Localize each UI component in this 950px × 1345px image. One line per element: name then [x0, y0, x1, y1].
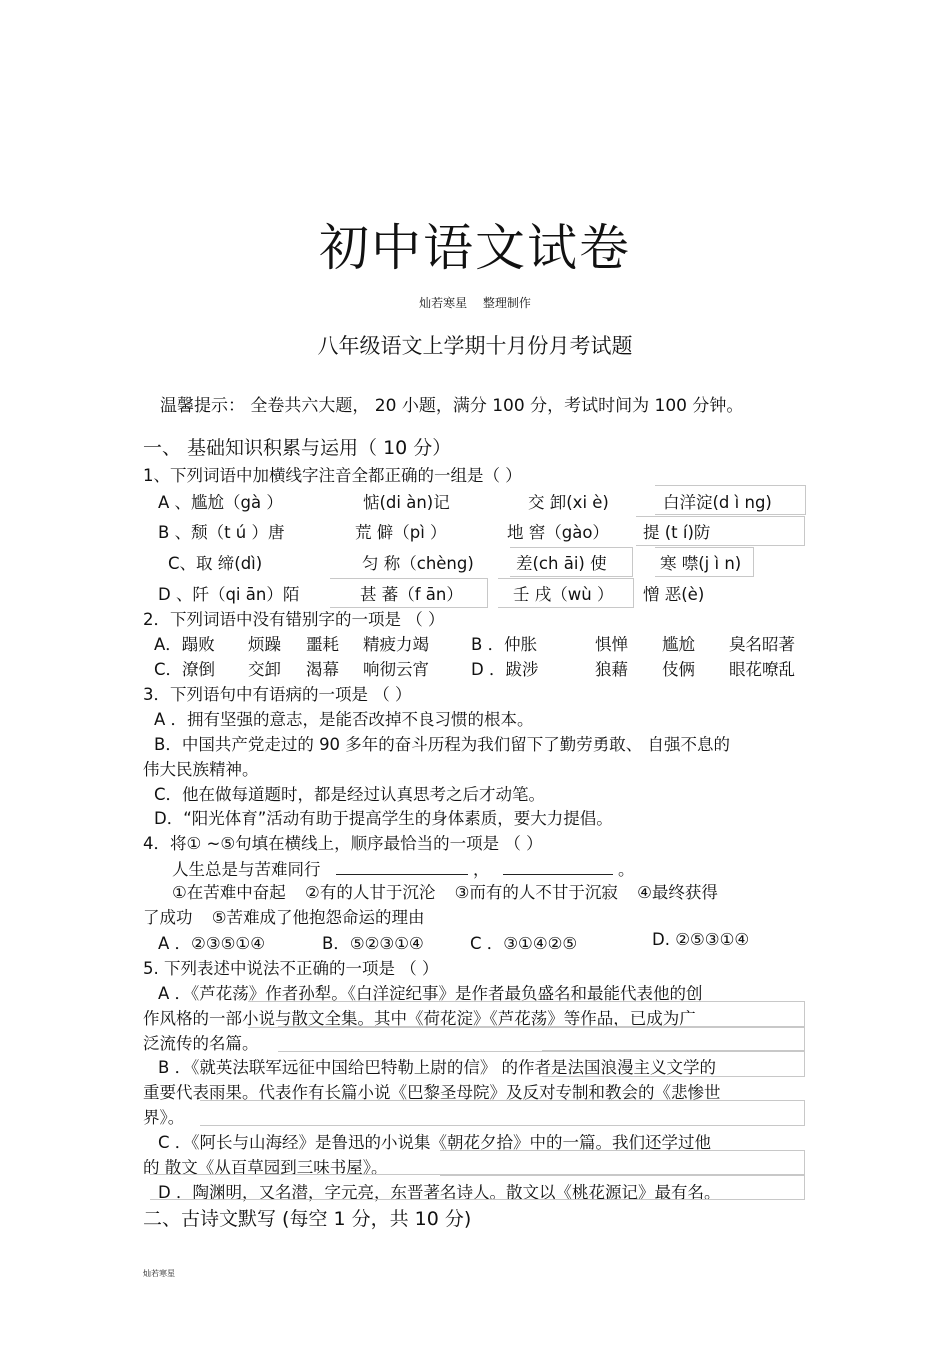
scan-box — [200, 1100, 805, 1126]
q4-blank-1 — [336, 873, 468, 875]
q2-b-1: B ．仲胀 — [471, 635, 538, 654]
q4-sentence-start: 人生总是与苦难同行 — [172, 860, 321, 879]
q1-option-b-2: 荒 僻（pì ） — [355, 523, 447, 542]
exam-subtitle: 八年级语文上学期十月份月考试题 — [317, 334, 633, 358]
q5-option-b-line3: 界》。 — [143, 1108, 185, 1127]
q3-option-b-line1: B．中国共产党走过的 90 多年的奋斗历程为我们留下了勤劳勇敢、 自强不息的 — [154, 735, 731, 754]
q5-option-b-line2: 重要代表雨果。代表作有长篇小说《巴黎圣母院》及反对专制和教会的《悲惨世 — [143, 1083, 721, 1102]
q2-b-3: 尴尬 — [662, 635, 695, 654]
q1-option-d-1: D 、阡（qi ān）陌 — [158, 585, 300, 604]
q2-d-2: 狼藉 — [595, 660, 628, 679]
q1-option-c-4: 寒 噤(j ì n) — [660, 554, 742, 573]
q4-choice-a: A ．②③⑤①④ — [158, 934, 265, 953]
scan-box — [278, 1026, 805, 1052]
q1-option-c-1: C、取 缔(dì) — [168, 554, 263, 573]
q1-option-a-2: 惦(di àn)记 — [363, 493, 450, 512]
q5-option-a-line1: A ．《芦花荡》作者孙犁。《白洋淀纪事》是作者最负盛名和最能代表他的创 — [158, 984, 703, 1003]
q1-option-a-3: 交 卸(xi è) — [528, 493, 609, 512]
document-title: 初中语文试卷 — [319, 219, 631, 277]
q4-sentence-comma: ， — [473, 860, 490, 879]
q2-a-2: 烦躁 — [248, 635, 281, 654]
q1-option-d-4: 憎 恶(è) — [643, 585, 705, 604]
q2-b-4: 臭名昭著 — [729, 635, 795, 654]
q3-option-a: A ．拥有坚强的意志，是能否改掉不良习惯的根本。 — [154, 710, 534, 729]
q2-c-3: 渴幕 — [306, 660, 339, 679]
q1-option-a-1: A 、尴尬（gà ） — [158, 493, 283, 512]
q1-option-d-3: 壬 戌（wù ） — [513, 585, 614, 604]
scan-box — [636, 516, 805, 546]
q4-choice-c: C ．③①④②⑤ — [470, 934, 578, 953]
q1-option-c-2: 匀 称（chèng) — [362, 554, 474, 573]
q4-items-line2: 了成功 ⑤苦难成了他抱怨命运的理由 — [143, 908, 425, 927]
scan-box — [150, 1174, 805, 1200]
section-1-heading: 一、 基础知识积累与运用（ 10 分） — [143, 437, 452, 459]
q4-stem: 4．将① ~⑤句填在横线上，顺序最恰当的一项是 （ ） — [143, 834, 543, 853]
section-2-heading: 二、古诗文默写 (每空 1 分，共 10 分) — [143, 1208, 472, 1230]
q5-option-a-line3: 泛流传的名篇。 — [143, 1034, 259, 1053]
q5-option-d: D ．陶渊明，又名潜，字元亮，东晋著名诗人。散文以《桃花源记》最有名。 — [158, 1183, 721, 1202]
scan-box — [655, 547, 754, 577]
q4-sentence-end: 。 — [618, 860, 635, 879]
maker-line: 灿若寒星 整理制作 — [419, 296, 531, 310]
q2-b-2: 惧惮 — [595, 635, 628, 654]
q4-sentence — [172, 856, 635, 880]
q3-option-b-line2: 伟大民族精神。 — [143, 760, 259, 779]
scan-box — [248, 1001, 805, 1028]
scan-box — [510, 547, 633, 577]
q2-a-4: 精疲力竭 — [363, 635, 429, 654]
q2-stem: 2．下列词语中没有错别字的一项是 （ ） — [143, 610, 445, 629]
q3-option-d: D．“阳光体育”活动有助于提高学生的身体素质，要大力提倡。 — [154, 809, 613, 828]
page-footer: 灿若寒星 — [143, 1269, 175, 1278]
q3-option-c: C．他在做每道题时，都是经过认真思考之后才动笔。 — [154, 785, 546, 804]
scan-box — [542, 1050, 805, 1077]
q5-option-a-line2: 作风格的一部小说与散文全集。其中《荷花淀》《芦花荡》等作品，已成为广 — [143, 1009, 696, 1028]
q3-stem: 3．下列语句中有语病的一项是 （ ） — [143, 685, 412, 704]
q1-option-a-4: 白洋淀(d ì ng) — [663, 493, 772, 512]
q2-a-1: A．蹋败 — [154, 635, 215, 654]
q2-d-4: 眼花嘹乱 — [729, 660, 795, 679]
q1-option-d-2: 甚 蕃（f ān） — [360, 585, 463, 604]
scan-box — [440, 1150, 805, 1176]
q1-option-b-4: 提 (t í)防 — [643, 523, 711, 542]
scan-box — [655, 485, 806, 515]
q4-items-line1: ①在苦难中奋起 ②有的人甘于沉沦 ③而有的人不甘于沉寂 ④最终获得 — [172, 883, 718, 902]
q5-option-c-line2: 的 散文《从百草园到三味书屋》。 — [143, 1158, 388, 1177]
scan-box — [498, 578, 634, 608]
q4-blank-2 — [503, 873, 613, 875]
q2-d-3: 伎俩 — [662, 660, 695, 679]
q2-c-2: 交卸 — [248, 660, 281, 679]
q1-option-c-3: 差(ch āi) 使 — [516, 554, 607, 573]
exam-tip: 温馨提示： 全卷共六大题， 20 小题，满分 100 分，考试时间为 100 分钟。 — [160, 396, 744, 416]
q4-choice-d: D. ②⑤③①④ — [652, 930, 750, 949]
scan-box — [330, 578, 488, 608]
q1-stem: 1、下列词语中加横线字注音全都正确的一组是（ ） — [143, 466, 522, 485]
q4-choice-b: B．⑤②③①④ — [322, 934, 424, 953]
q2-a-3: 噩耗 — [306, 635, 339, 654]
q2-c-4: 响彻云宵 — [363, 660, 429, 679]
q5-option-c-line1: C ．《阿长与山海经》是鲁迅的小说集《朝花夕拾》中的一篇。我们还学过他 — [158, 1133, 712, 1152]
q1-option-b-1: B 、颓（t ú ）唐 — [158, 523, 285, 542]
q2-c-1: C．潦倒 — [154, 660, 216, 679]
q2-d-1: D ．跋涉 — [471, 660, 539, 679]
q5-stem: 5. 下列表述中说法不正确的一项是 （ ） — [143, 959, 439, 978]
q1-option-b-3: 地 窖（gào） — [507, 523, 609, 542]
q5-option-b-line1: B ．《就英法联军远征中国给巴特勒上尉的信》 的作者是法国浪漫主义文学的 — [158, 1058, 717, 1077]
